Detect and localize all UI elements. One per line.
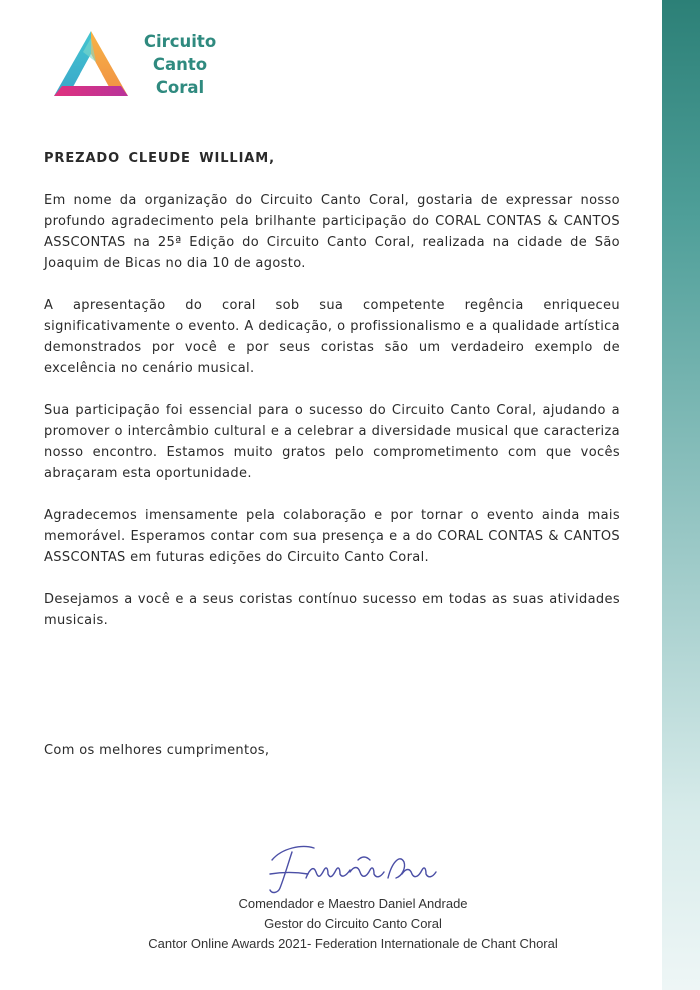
triangle-logo-icon [50,28,132,102]
paragraph-gratitude: Agradecemos imensamente pela colaboração e por tornar o evento ainda mais memorável. Esperamos contar com sua presença e a do CORAL CONTAS & CANTOS ASSCONTAS em futuras edições do Circuito Canto Coral. [44,508,620,565]
brand-name-line-1: Circuito [143,32,217,51]
brand-name [143,30,217,99]
signatory-role: Gestor do Circuito Canto Coral [264,916,442,931]
handwritten-signature-icon [262,838,442,896]
brand-name-line-2: Canto [152,55,208,74]
paragraph-wishes: Desejamos a você e a seus coristas contínuo sucesso em todas as suas atividades musicais. [44,592,620,628]
salutation: PREZADO CLEUDE WILLIAM, [44,151,275,166]
signatory-block [110,894,596,954]
signatory-name: Comendador e Maestro Daniel Andrade [238,896,468,911]
paragraph-participation: Sua participação foi essencial para o sucesso do Circuito Canto Coral, ajudando a promover o intercâmbio cultural e a celebrar a diversidade musical que caracteriza nosso encontro. Estamos muito gratos pelo comprometimento com que vocês abraçaram esta oportunidade. [44,403,620,481]
brand-name-line-3: Coral [155,78,205,97]
paragraph-presentation: A apresentação do coral sob sua competente regência enriqueceu significativamente o evento. A dedicação, o profissionalismo e a qualidade artística demonstrados por você e por seus coristas são um verdadeiro exemplo de excelência no cenário musical. [44,298,620,376]
decorative-side-stripe [662,0,700,990]
letter-body [44,148,620,652]
signatory-award: Cantor Online Awards 2021- Federation Internationale de Chant Choral [148,936,558,951]
closing-line: Com os melhores cumprimentos, [44,743,270,758]
paragraph-thanks: Em nome da organização do Circuito Canto Coral, gostaria de expressar nosso profundo agradecimento pela brilhante participação do CORAL CONTAS & CANTOS ASSCONTAS na 25ª Edição do Circuito Canto Coral, realizada na cidade de São Joaquim de Bicas no dia 10 de agosto. [44,193,620,271]
